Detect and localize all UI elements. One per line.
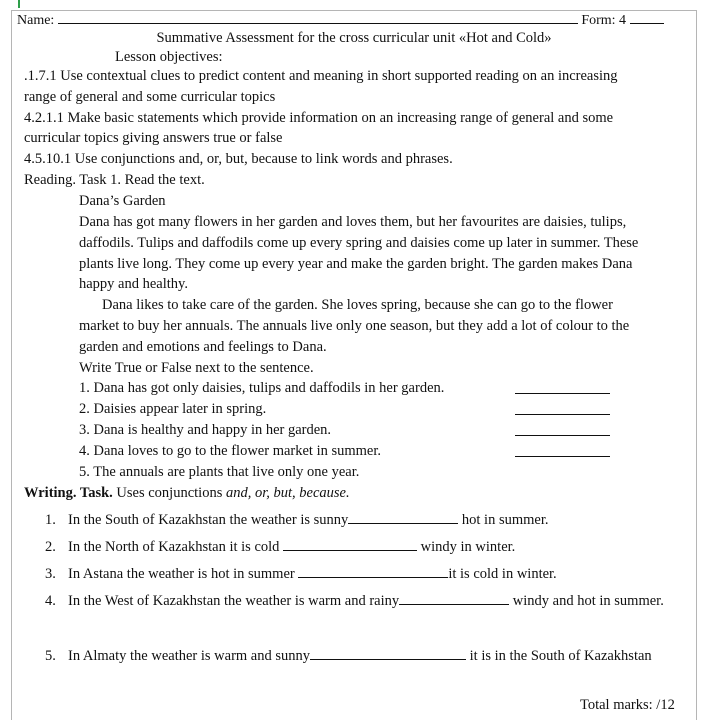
- item-number: 1.: [45, 512, 56, 528]
- conjunction-blank[interactable]: [298, 565, 448, 578]
- item-number: 4.: [45, 593, 56, 609]
- objective-line: .1.7.1 Use contextual clues to predict content and meaning in short supported reading on an increasing: [24, 68, 618, 84]
- passage-line: Dana likes to take care of the garden. She loves spring, because she can go to the flower: [102, 297, 613, 313]
- objective-line: curricular topics giving answers true or false: [24, 130, 283, 146]
- writing-item: [68, 537, 688, 557]
- passage-line: Dana has got many flowers in her garden and loves them, but her favourites are daisies, tulips,: [79, 214, 627, 230]
- writing-item-text: In Astana the weather is hot in summer: [68, 566, 299, 582]
- writing-item-text: In Almaty the weather is warm and sunny: [68, 648, 311, 664]
- writing-task-label: Writing. Task.: [24, 485, 113, 501]
- tf-statement: 4. Dana loves to go to the flower market in summer.: [79, 443, 382, 459]
- form-blank[interactable]: [630, 11, 664, 24]
- writing-item-text: windy in winter.: [417, 539, 516, 555]
- tf-statement: 2. Daisies appear later in spring.: [79, 401, 267, 417]
- tf-statement: 5. The annuals are plants that live only one year.: [79, 464, 360, 480]
- tf-answer-blank[interactable]: [515, 414, 610, 415]
- writing-task-conjunctions: and, or, but, because.: [225, 485, 350, 501]
- item-number: 3.: [45, 566, 56, 582]
- tf-statement: 3. Dana is healthy and happy in her garden.: [79, 422, 332, 438]
- story-title: Dana’s Garden: [79, 193, 166, 209]
- conjunction-blank[interactable]: [348, 511, 458, 524]
- writing-item: [68, 510, 688, 530]
- writing-item-text: In the South of Kazakhstan the weather is sunny: [68, 512, 349, 528]
- writing-task-heading: [24, 483, 350, 503]
- reading-task-heading: Reading. Task 1. Read the text.: [24, 172, 205, 188]
- objective-line: range of general and some curricular topics: [24, 89, 276, 105]
- conjunction-blank[interactable]: [283, 538, 417, 551]
- tf-statement: 1. Dana has got only daisies, tulips and daffodils in her garden.: [79, 380, 445, 396]
- conjunction-blank[interactable]: [310, 647, 466, 660]
- objective-line: 4.5.10.1 Use conjunctions and, or, but, because to link words and phrases.: [24, 151, 453, 167]
- passage-line: daffodils. Tulips and daffodils come up every spring and daisies come up later in summer. These: [79, 235, 639, 251]
- total-marks: Total marks: /12: [580, 697, 675, 713]
- page-title: Summative Assessment for the cross curricular unit «Hot and Cold»: [156, 30, 552, 46]
- worksheet-page: [11, 10, 697, 720]
- objective-line: 4.2.1.1 Make basic statements which provide information on an increasing range of general and some: [24, 110, 614, 126]
- item-number: 2.: [45, 539, 56, 555]
- writing-item-text: windy and hot in summer.: [509, 593, 664, 609]
- tf-answer-blank[interactable]: [515, 456, 610, 457]
- writing-item-text: In the North of Kazakhstan it is cold: [68, 539, 284, 555]
- conjunction-blank[interactable]: [399, 592, 509, 605]
- tf-answer-blank[interactable]: [515, 435, 610, 436]
- passage-line: market to buy her annuals. The annuals live only one season, but they add a lot of colour to the: [79, 318, 630, 334]
- tf-answer-blank[interactable]: [515, 393, 610, 394]
- writing-item-text: it is cold in winter.: [448, 566, 557, 582]
- writing-item-text: it is in the South of Kazakhstan: [466, 648, 652, 664]
- item-number: 5.: [45, 648, 56, 664]
- writing-item: [68, 588, 688, 615]
- writing-item: [68, 564, 688, 584]
- tf-instruction: Write True or False next to the sentence.: [79, 360, 314, 376]
- passage-line: plants live long. They come up every year and make the garden bright. The garden makes Dana: [79, 256, 633, 272]
- passage-line: happy and healthy.: [79, 276, 188, 292]
- form-label: Form: 4: [581, 13, 627, 28]
- writing-item: [68, 643, 688, 670]
- passage-line: garden and emotions and feelings to Dana.: [79, 339, 327, 355]
- writing-item-text: In the West of Kazakhstan the weather is warm and rainy: [68, 593, 400, 609]
- green-margin-marker: [18, 0, 20, 8]
- writing-task-instruction: Uses conjunctions: [112, 485, 226, 501]
- name-label: Name:: [17, 13, 55, 28]
- objectives-heading: Lesson objectives:: [115, 49, 223, 65]
- writing-item-text: hot in summer.: [458, 512, 549, 528]
- name-blank[interactable]: [58, 11, 578, 24]
